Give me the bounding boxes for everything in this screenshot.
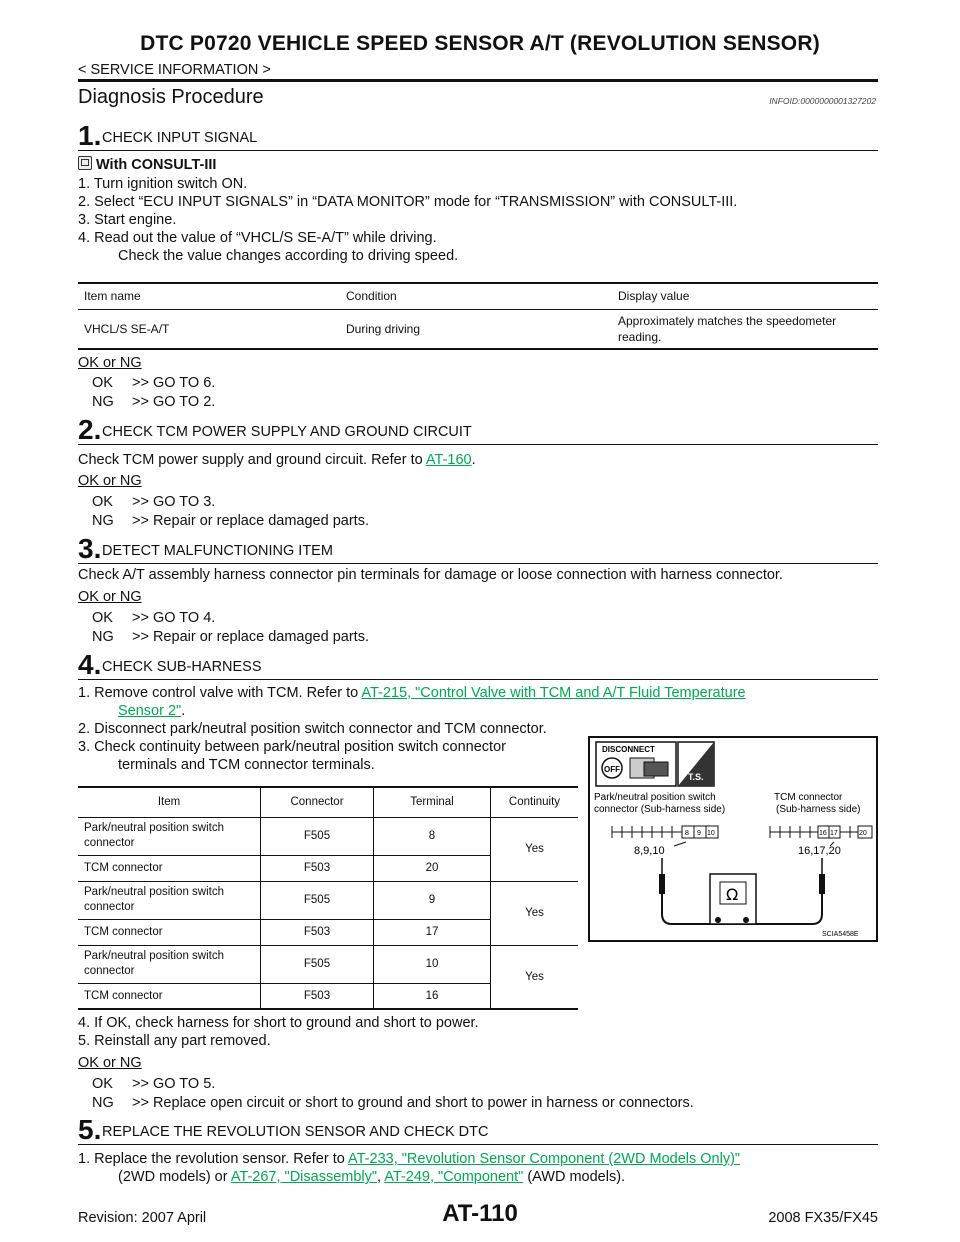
tcm-connector-label-2: (Sub-harness side) — [776, 804, 861, 815]
svg-text:10: 10 — [707, 830, 715, 837]
footer-model: 2008 FX35/FX45 — [768, 1210, 878, 1226]
table-cell: F505 — [261, 881, 374, 919]
table-cell: TCM connector — [78, 919, 261, 945]
footer-revision: Revision: 2007 April — [78, 1210, 207, 1226]
table-row — [78, 817, 578, 855]
ok-result: OK >> GO TO 4. — [92, 610, 216, 626]
ref-link-at160[interactable]: AT-160 — [425, 452, 472, 468]
table-cell: 9 — [374, 881, 491, 919]
consult-label: With CONSULT-III — [96, 157, 217, 173]
table-cell: F505 — [261, 945, 374, 983]
step4-item-5: 5. Reinstall any part removed. — [78, 1033, 271, 1049]
ok-result: OK >> GO TO 3. — [92, 494, 216, 510]
svg-text:20: 20 — [859, 830, 867, 837]
step4-item-3-cont: terminals and TCM connector terminals. — [118, 757, 375, 773]
ref-link-at215-cont[interactable]: Sensor 2" — [118, 703, 182, 719]
step-number: 2. — [78, 414, 102, 445]
ok-ng-label: OK or NG — [78, 589, 142, 605]
step-number: 4. — [78, 649, 102, 680]
test-set-icon — [678, 742, 714, 786]
table-header-row — [78, 787, 578, 817]
svg-text:17: 17 — [830, 830, 838, 837]
table-header-cell: Display value — [618, 289, 690, 304]
step-3-heading — [78, 531, 878, 564]
tcm-connector-strip — [770, 826, 872, 838]
ref-link-at267[interactable]: AT-267, "Disassembly" — [230, 1169, 378, 1185]
ref-link-at249[interactable]: AT-249, "Component" — [384, 1169, 524, 1185]
step1-item-2: 2. Select “ECU INPUT SIGNALS” in “DATA MONITOR” mode for “TRANSMISSION” with CONSULT-III. — [78, 194, 738, 210]
table-header-cell: Condition — [346, 289, 397, 304]
step4-item-1: 1. Remove control valve with TCM. Refer to AT-215, "Control Valve with TCM and A/T Fluid Temperature — [78, 685, 746, 701]
table-cell: 8 — [374, 817, 491, 855]
table-cell-continuity: Yes — [525, 843, 544, 855]
table-header-cell: Connector — [261, 787, 374, 817]
info-id: INFOID:0000000001327202 — [769, 96, 876, 106]
table-header-row — [78, 283, 878, 309]
ng-result: NG >> Repair or replace damaged parts. — [92, 513, 369, 529]
wiring-diagram — [590, 738, 876, 940]
svg-text:8: 8 — [685, 830, 689, 837]
step4-item-2: 2. Disconnect park/neutral position switch connector and TCM connector. — [78, 721, 547, 737]
step-1-heading — [78, 118, 878, 151]
table-cell: Approximately matches the speedometer reading. — [618, 313, 837, 344]
section-title: Diagnosis Procedure — [78, 86, 264, 108]
table-cell: F505 — [261, 817, 374, 855]
step5-item-1: 1. Replace the revolution sensor. Refer to AT-233, "Revolution Sensor Component (2WD Models Only)" — [78, 1151, 741, 1167]
step1-item-1: 1. Turn ignition switch ON. — [78, 176, 248, 192]
step2-text: Check TCM power supply and ground circuit. Refer to AT-160. — [78, 452, 476, 468]
ng-result: NG >> Repair or replace damaged parts. — [92, 629, 369, 645]
table-cell-continuity: Yes — [525, 970, 544, 983]
step-number: 5. — [78, 1114, 102, 1145]
ok-ng-label: OK or NG — [78, 1055, 142, 1071]
probe-left — [659, 874, 665, 894]
step3-text: Check A/T assembly harness connector pin terminals for damage or loose connection with harness connector. — [78, 567, 783, 583]
table-header-cell: Terminal — [374, 787, 491, 817]
table-cell: F503 — [261, 855, 374, 881]
pnp-connector-label-2: connector (Sub-harness side) — [594, 804, 726, 815]
table-cell: 16 — [374, 983, 491, 1009]
svg-text:9: 9 — [697, 830, 701, 837]
step-number: 1. — [78, 120, 102, 151]
ok-ng-label: OK or NG — [78, 355, 142, 371]
pnp-connector-label: Park/neutral position switch — [594, 792, 716, 803]
step1-item-4-note: Check the value changes according to driving speed. — [118, 248, 459, 264]
svg-text:OFF: OFF — [604, 765, 620, 774]
step-title: REPLACE THE REVOLUTION SENSOR AND CHECK DTC — [102, 1124, 489, 1140]
svg-text:DISCONNECT: DISCONNECT — [602, 745, 655, 754]
svg-text:16: 16 — [819, 830, 827, 837]
table-header-cell: Item name — [84, 289, 141, 304]
ohmmeter-icon — [710, 874, 756, 924]
ng-result: NG >> Replace open circuit or short to ground and short to power in harness or connectors. — [92, 1095, 694, 1111]
pnp-connector-strip — [612, 826, 718, 838]
step-title: DETECT MALFUNCTIONING ITEM — [102, 543, 333, 559]
page-header-subtitle: < SERVICE INFORMATION > — [78, 62, 271, 78]
svg-text:Ω: Ω — [726, 885, 739, 904]
wiring-figure — [588, 736, 878, 942]
table-cell: 20 — [374, 855, 491, 881]
table-cell: F503 — [261, 983, 374, 1009]
consult-line — [78, 156, 216, 174]
table-cell: Park/neutral position switch connector — [78, 945, 261, 983]
table-cell: TCM connector — [78, 983, 261, 1009]
monitor-table — [78, 282, 878, 350]
table-cell: During driving — [346, 321, 421, 336]
ref-link-at233[interactable]: AT-233, "Revolution Sensor Component (2WD Models Only)" — [348, 1151, 741, 1167]
ok-ng-label: OK or NG — [78, 473, 142, 489]
step4-item-3: 3. Check continuity between park/neutral position switch connector — [78, 739, 506, 755]
step-number: 3. — [78, 533, 102, 564]
step-4-heading — [78, 647, 878, 680]
ng-result: NG >> GO TO 2. — [92, 394, 216, 410]
tcm-connector-label: TCM connector — [774, 792, 843, 803]
table-cell: Park/neutral position switch connector — [78, 817, 261, 855]
step5-item-1-cont: (2WD models) or AT-267, "Disassembly", AT-249, "Component" (AWD models). — [118, 1169, 626, 1185]
disconnect-icon — [596, 742, 676, 786]
table-cell: TCM connector — [78, 855, 261, 881]
figure-code: SCIA5458E — [822, 931, 859, 938]
table-cell: F503 — [261, 919, 374, 945]
step4-item-4: 4. If OK, check harness for short to ground and short to power. — [78, 1015, 479, 1031]
tcm-pin-callout: 16,17,20 — [798, 845, 841, 857]
pnp-pin-callout: 8,9,10 — [634, 845, 665, 857]
ok-result: OK >> GO TO 6. — [92, 375, 216, 391]
probe-right — [819, 874, 825, 894]
consult-icon — [78, 156, 92, 170]
step-2-heading — [78, 412, 878, 445]
table-cell: 10 — [374, 945, 491, 983]
table-row — [78, 309, 878, 349]
header-rule — [78, 79, 878, 82]
svg-text:T.S.: T.S. — [688, 772, 704, 782]
step4-item-1-cont: Sensor 2". — [118, 703, 186, 719]
table-cell: 17 — [374, 919, 491, 945]
footer-page-number: AT-110 — [442, 1200, 518, 1227]
ok-result: OK >> GO TO 5. — [92, 1076, 216, 1092]
table-header-cell: Continuity — [508, 796, 561, 809]
step1-item-4: 4. Read out the value of “VHCL/S SE-A/T” while driving. — [78, 230, 437, 246]
continuity-table — [78, 786, 578, 1010]
page-header-title: DTC P0720 VEHICLE SPEED SENSOR A/T (REVOLUTION SENSOR) — [140, 32, 820, 55]
step1-item-3: 3. Start engine. — [78, 212, 177, 228]
step-title: CHECK SUB-HARNESS — [102, 659, 262, 675]
table-header-cell: Item — [78, 787, 261, 817]
step-5-heading — [78, 1112, 878, 1145]
step-title: CHECK INPUT SIGNAL — [102, 130, 258, 146]
table-cell: VHCL/S SE-A/T — [84, 321, 170, 336]
table-row — [78, 945, 578, 983]
table-row — [78, 881, 578, 919]
table-cell: Park/neutral position switch connector — [78, 881, 261, 919]
step-title: CHECK TCM POWER SUPPLY AND GROUND CIRCUIT — [102, 424, 472, 440]
table-cell-continuity: Yes — [525, 907, 544, 919]
ref-link-at215[interactable]: AT-215, "Control Valve with TCM and A/T Fluid Temperature — [361, 685, 746, 701]
